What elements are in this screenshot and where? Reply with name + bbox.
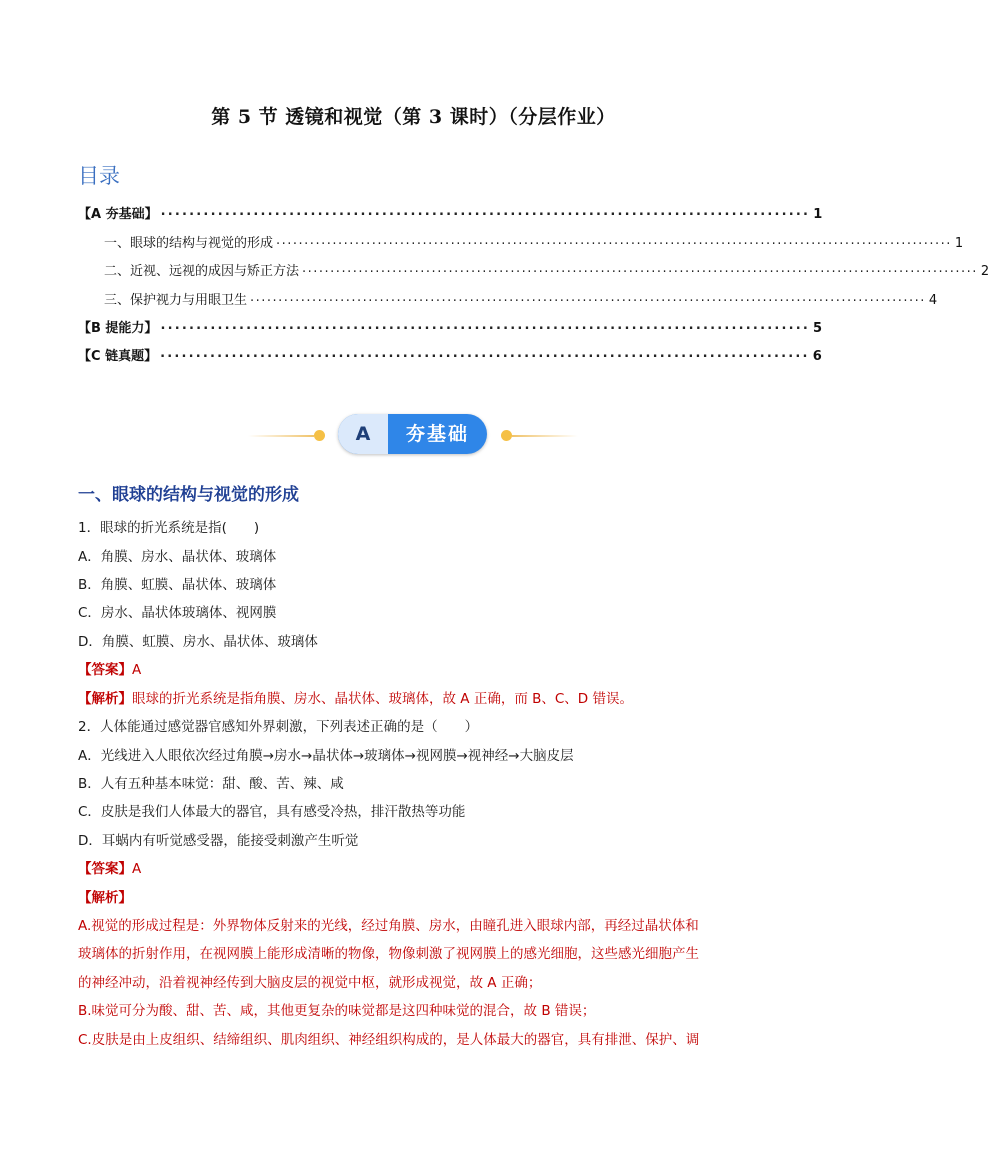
analysis-line: 的神经冲动，沿着视神经传到大脑皮层的视觉中枢，就形成视觉，故 A 正确；	[78, 975, 542, 991]
toc-leader: ...........................................................................................	[160, 204, 811, 219]
toc-item-2[interactable]	[104, 259, 989, 279]
banner-text: 夯基础	[405, 423, 469, 445]
toc-item-a[interactable]	[78, 202, 823, 222]
answer-value: A	[132, 861, 142, 877]
toc-item-label: 【C 链真题】	[78, 349, 158, 364]
toc-page-number: 4	[928, 293, 938, 308]
analysis-line: B.味觉可分为酸、甜、苦、咸，其他更复杂的味觉都是这四种味觉的混合，故 B 错误；	[78, 1003, 596, 1019]
analysis-tag: 【解析】	[78, 691, 132, 707]
analysis-line: A.视觉的形成过程是：外界物体反射来的光线，经过角膜、房水，由瞳孔进入眼球内部，再经过晶状体和	[78, 918, 699, 934]
banner-letter: A	[355, 423, 371, 445]
question-1-analysis	[78, 687, 633, 707]
toc-item-label: 【B 提能力】	[78, 321, 158, 336]
question-1-option-c: C．房水、晶状体玻璃体、视网膜	[78, 605, 277, 621]
question-1-option-d: D．角膜、虹膜、房水、晶状体、玻璃体	[78, 634, 318, 650]
answer-value: A	[132, 662, 142, 678]
toc-page-number: 1	[813, 207, 823, 222]
toc-leader: ........................................................................................................................	[302, 261, 978, 276]
analysis-tag: 【解析】	[78, 890, 132, 906]
banner-decor-line-right	[512, 435, 578, 437]
toc-page-number: 1	[954, 236, 964, 251]
section-title: 一、眼球的结构与视觉的形成	[78, 485, 299, 505]
question-1-option-a: A．角膜、房水、晶状体、玻璃体	[78, 549, 277, 565]
question-2-option-b: B．人有五种基本味觉：甜、酸、苦、辣、咸	[78, 776, 344, 792]
toc-item-label: 二、近视、远视的成因与矫正方法	[104, 264, 300, 279]
toc-leader: ...........................................................................................	[160, 346, 810, 361]
analysis-line: C.皮肤是由上皮组织、结缔组织、肌肉组织、神经组织构成的，是人体最大的器官，具有排泄、保护、调	[78, 1032, 700, 1048]
banner-dot-right	[501, 430, 512, 441]
question-2-analysis-tag	[78, 886, 132, 906]
banner-dot-left	[314, 430, 325, 441]
toc-item-1[interactable]	[104, 231, 964, 251]
answer-tag: 【答案】	[78, 861, 132, 877]
question-2-option-d: D．耳蜗内有听觉感受器，能接受刺激产生听觉	[78, 833, 359, 849]
question-2-option-a: A．光线进入人眼依次经过角膜→房水→晶状体→玻璃体→视网膜→视神经→大脑皮层	[78, 748, 574, 764]
toc-item-label: 一、眼球的结构与视觉的形成	[104, 236, 274, 251]
toc-page-number: 5	[813, 321, 823, 336]
toc-item-b[interactable]	[78, 316, 823, 336]
question-1-stem: 1．眼球的折光系统是指( )	[78, 520, 260, 536]
toc-heading: 目录	[78, 164, 120, 188]
toc-leader: ........................................................................................................................	[250, 290, 926, 305]
toc-item-label: 三、保护视力与用眼卫生	[104, 293, 248, 308]
banner-decor-line-left	[248, 435, 314, 437]
toc-leader: ...........................................................................................	[160, 318, 811, 333]
analysis-line: 玻璃体的折射作用，在视网膜上能形成清晰的物像，物像刺激了视网膜上的感光细胞，这些感光细胞产生	[78, 946, 699, 962]
toc-item-label: 【A 夯基础】	[78, 207, 158, 222]
question-2-option-c: C．皮肤是我们人体最大的器官，具有感受冷热，排汗散热等功能	[78, 804, 466, 820]
question-1-answer	[78, 658, 141, 678]
toc-page-number: 2	[980, 264, 989, 279]
toc-page-number: 6	[812, 349, 822, 364]
question-2-stem: 2．人体能通过感觉器官感知外界刺激，下列表述正确的是（ ）	[78, 719, 479, 735]
toc-leader: ........................................................................................................................	[276, 233, 952, 248]
question-1-option-b: B．角膜、虹膜、晶状体、玻璃体	[78, 577, 277, 593]
question-2-answer	[78, 857, 141, 877]
document-title: 第 5 节 透镜和视觉（第 3 课时）（分层作业）	[211, 106, 616, 128]
section-banner	[338, 414, 487, 454]
analysis-text: 眼球的折光系统是指角膜、房水、晶状体、玻璃体，故 A 正确，而 B、C、D 错误。	[132, 691, 633, 707]
answer-tag: 【答案】	[78, 662, 132, 678]
toc-item-3[interactable]	[104, 288, 938, 308]
toc-item-c[interactable]	[78, 344, 822, 364]
